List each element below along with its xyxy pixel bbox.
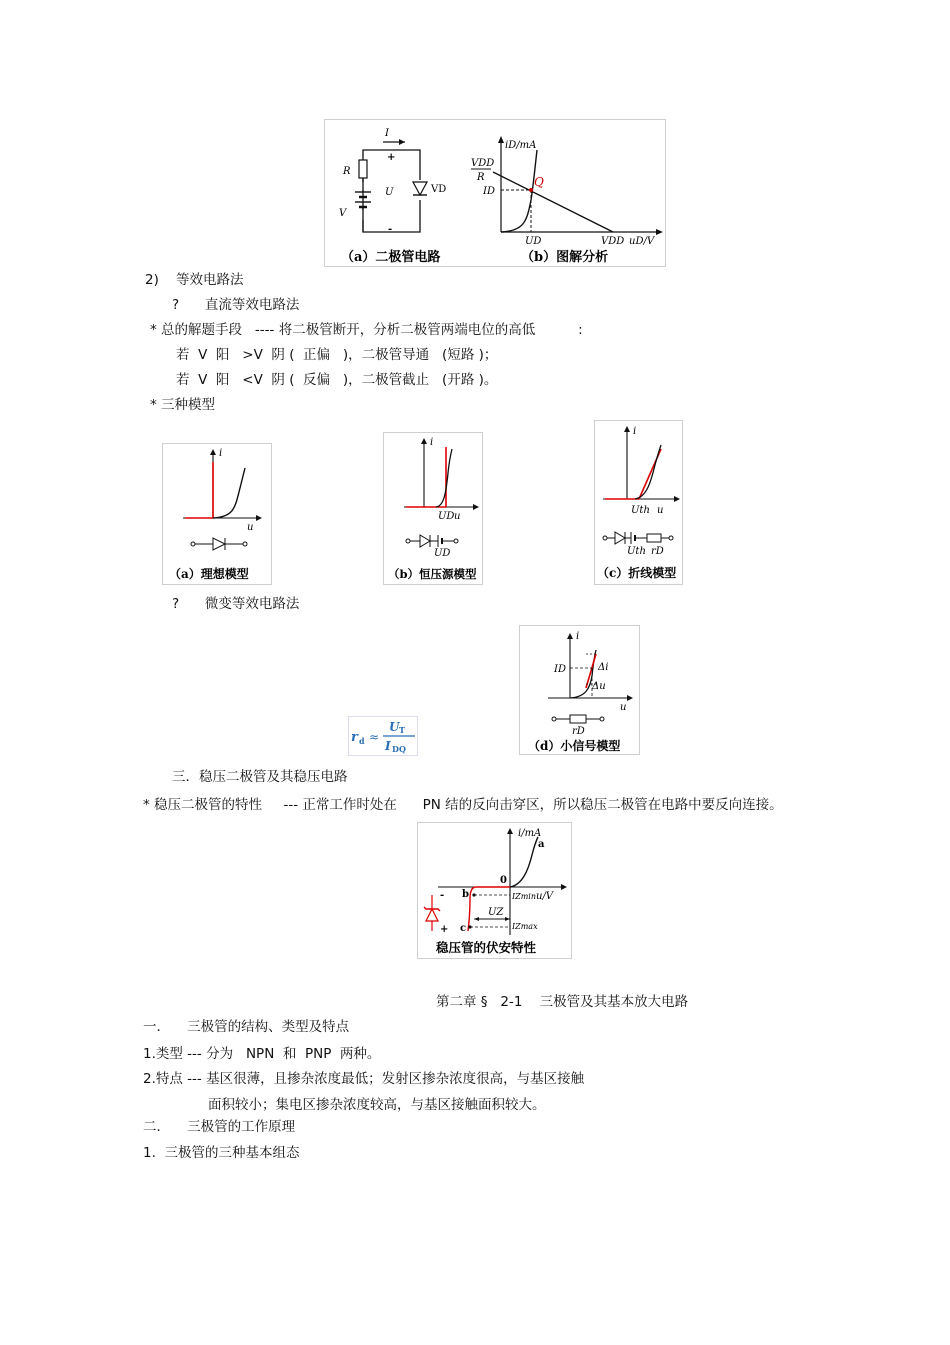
- axis-i: i: [430, 437, 434, 448]
- ideal-model-figure: [162, 443, 272, 585]
- label-plus: +: [440, 924, 449, 935]
- label-ud2: UD: [525, 236, 542, 247]
- axis-u: u: [247, 522, 254, 533]
- formula-num-sub: T: [399, 725, 405, 735]
- zener-property: * 稳压二极管的特性 --- 正常工作时处在 PN 结的反向击穿区，所以稳压二极管在电路中要反向连接。: [143, 797, 783, 813]
- const-voltage-model-figure: [383, 432, 483, 585]
- heading-zener: 三．稳压二极管及其稳压电路: [172, 769, 348, 785]
- label-id: ID: [554, 664, 566, 675]
- axis-i: i: [576, 631, 580, 642]
- heading-equiv-circuit: 2) 等效电路法: [145, 272, 244, 288]
- label-plus: +: [387, 152, 396, 163]
- section-principle: 二． 三极管的工作原理: [143, 1119, 296, 1135]
- label-vd: VD: [431, 184, 447, 195]
- label-b: b: [462, 889, 469, 900]
- label-over-r: R: [477, 172, 485, 183]
- diode-icon: [413, 180, 427, 200]
- formula-rd: [348, 716, 418, 756]
- formula-lhs-sub: d: [359, 736, 365, 746]
- axis-u: u: [620, 702, 627, 713]
- label-vdd-over: VDD: [471, 158, 495, 169]
- label-0: 0: [500, 875, 507, 886]
- diode-battery-symbol-icon: [406, 535, 458, 547]
- label-vdd2: VDD: [601, 236, 625, 247]
- section-structure: 一． 三极管的结构、类型及特点: [143, 1019, 350, 1035]
- small-signal-model-figure: [519, 625, 640, 755]
- diode-circuit-svg: [325, 120, 665, 266]
- label-ud-below: UD: [434, 548, 451, 559]
- caption-b: （b）图解分析: [521, 250, 609, 265]
- axis-i: i: [633, 426, 637, 437]
- label-ud-v: uD/V: [629, 236, 655, 247]
- label-minus: -: [388, 224, 393, 235]
- label-vdd: V: [339, 208, 347, 219]
- label-ud: UD: [438, 511, 455, 522]
- resistor-symbol-icon: [552, 715, 604, 723]
- zener-iv-figure: [417, 822, 572, 959]
- zener-iv-svg: [418, 823, 571, 958]
- formula-lhs: r: [351, 730, 358, 745]
- label-uth: Uth: [631, 505, 650, 516]
- label-q: Q: [534, 175, 544, 189]
- axis-u: u: [657, 505, 664, 516]
- axis-u: u: [454, 511, 461, 522]
- caption-const-voltage: （b）恒压源模型: [388, 567, 477, 581]
- resistor-icon: [359, 160, 367, 178]
- rule-forward: 若 V 阳 >V 阴 ( 正偏 )，二极管导通 (短路 )；: [176, 347, 498, 363]
- axis-i-ma: i/mA: [518, 828, 542, 839]
- label-minus: -: [440, 890, 445, 901]
- label-id2: ID: [483, 186, 495, 197]
- piecewise-model-figure: [594, 420, 683, 585]
- label-uz: UZ: [488, 907, 504, 918]
- rule-general: * 总的解题手段 ---- 将二极管断开，分析二极管两端电位的高低 :: [150, 322, 583, 338]
- item-dc-equiv: ? 直流等效电路法: [172, 297, 300, 313]
- rule-reverse: 若 V 阳 <V 阴 ( 反偏 )，二极管截止 (开路 )。: [176, 372, 498, 388]
- label-c: c: [460, 923, 467, 934]
- type-line: 1.类型 --- 分为 NPN 和 PNP 两种。: [143, 1046, 381, 1062]
- formula-den-sub: DQ: [392, 744, 406, 754]
- formula-den: I: [385, 739, 391, 753]
- caption-small-signal: （d）小信号模型: [528, 739, 621, 753]
- label-r: R: [343, 166, 351, 177]
- diode-battery-resistor-symbol-icon: [603, 532, 673, 544]
- feature-line-2: 面积较小；集电区掺杂浓度较高，与基区接触面积较大。: [208, 1097, 546, 1113]
- axis-u-v: u/V: [536, 891, 554, 902]
- label-delta-i: Δi: [598, 662, 609, 673]
- label-izmin: IZmin: [512, 892, 537, 901]
- feature-line-1: 2.特点 --- 基区很薄，且掺杂浓度最低；发射区掺杂浓度很高，与基区接触: [143, 1071, 585, 1087]
- item-small-signal: ? 微变等效电路法: [172, 596, 300, 612]
- caption-ideal: （a）理想模型: [169, 567, 249, 581]
- caption-piecewise: （c）折线模型: [597, 566, 677, 580]
- zener-diode-icon: [424, 895, 440, 931]
- three-models-label: * 三种模型: [150, 397, 216, 413]
- caption-zener: 稳压管的伏安特性: [436, 940, 537, 955]
- diode-circuit-figure: [324, 119, 666, 267]
- chapter-title: 第二章 § 2-1 三极管及其基本放大电路: [436, 994, 689, 1010]
- axis-i: i: [219, 448, 223, 459]
- label-rd: rD: [572, 726, 585, 737]
- label-id-ma: iD/mA: [505, 140, 537, 151]
- formula-approx: ≈: [369, 730, 380, 744]
- label-ud: U: [385, 187, 394, 198]
- caption-a: （a）二极管电路: [341, 250, 441, 265]
- label-delta-u: Δu: [592, 681, 606, 692]
- label-rd: rD: [651, 546, 664, 557]
- formula-num: U: [389, 720, 400, 734]
- ideal-model-svg: [163, 444, 271, 584]
- label-uth-below: Uth: [627, 546, 646, 557]
- diode-symbol-icon: [191, 538, 247, 550]
- piecewise-model-svg: [595, 421, 682, 584]
- label-a: a: [538, 839, 545, 850]
- subsection-configs: 1. 三极管的三种基本组态: [143, 1145, 300, 1161]
- const-voltage-model-svg: [384, 433, 482, 584]
- label-id: I: [385, 128, 389, 139]
- label-izmax: IZmax: [512, 922, 538, 931]
- small-signal-model-svg: [520, 626, 639, 754]
